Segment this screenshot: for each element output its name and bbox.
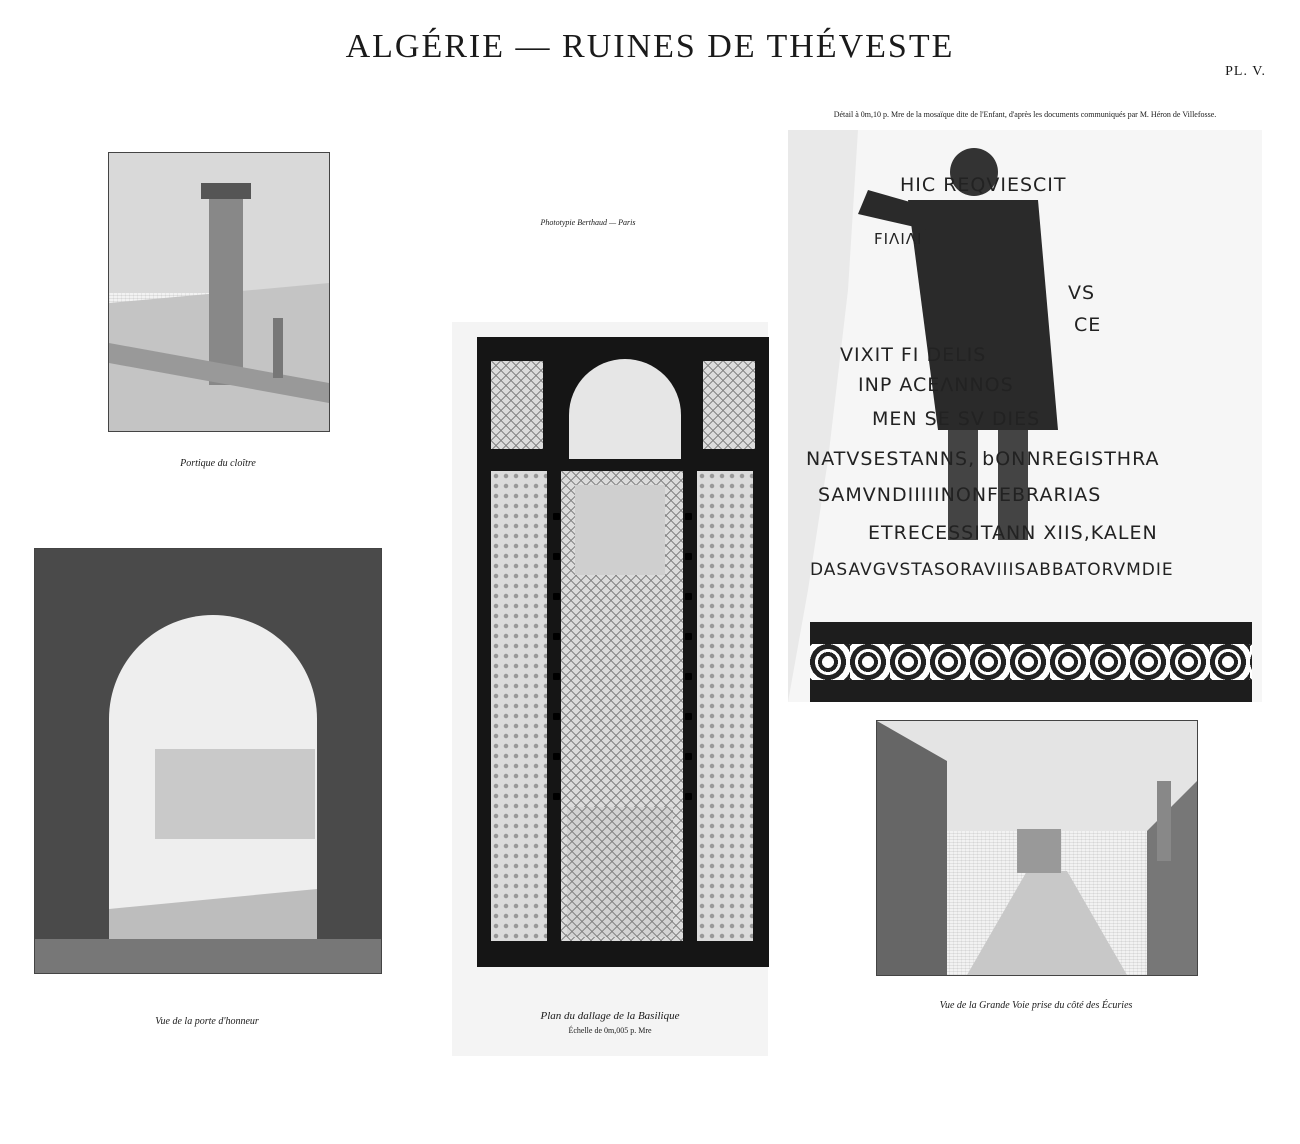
portique-engraving xyxy=(108,152,330,432)
mosaic-line: NATVSESTANNS, bONNREGISTHRA xyxy=(806,448,1160,470)
plan-column xyxy=(685,753,692,760)
plan-panel xyxy=(703,361,755,449)
porte-engraving xyxy=(34,548,382,974)
caption-plan: Plan du dallage de la Basilique xyxy=(540,1010,680,1022)
mosaic-of-the-child xyxy=(788,130,1262,702)
caption-portique: Portique du cloître xyxy=(180,458,256,469)
mosaic-line: CE xyxy=(1074,314,1102,336)
mosaic-line: DASAVGVSTASORAVIIISABBATORVMDIE xyxy=(810,560,1174,580)
plan-column xyxy=(685,713,692,720)
plan-column xyxy=(553,753,560,760)
grande-voie-engraving xyxy=(876,720,1198,976)
plan-panel xyxy=(491,361,543,449)
plan-column xyxy=(553,513,560,520)
mosaic-line: FIΛIΛI xyxy=(874,230,923,248)
arch-illustration xyxy=(35,549,381,973)
plan-column xyxy=(685,593,692,600)
plan-column xyxy=(685,553,692,560)
plan-aisle-left xyxy=(491,471,547,941)
mosaic-line: MEN SE SV DIES xyxy=(872,408,1041,430)
plan-column xyxy=(553,793,560,800)
plan-column xyxy=(553,633,560,640)
plan-column xyxy=(553,713,560,720)
mosaic-line: INP ACEΛNNOS xyxy=(858,374,1014,396)
plan-column xyxy=(553,593,560,600)
portique-illustration xyxy=(109,153,329,431)
plan-aisle-right xyxy=(697,471,753,941)
plan-column xyxy=(685,633,692,640)
plan-entrance-panel xyxy=(567,807,673,937)
plan-column xyxy=(553,553,560,560)
basilica-plan xyxy=(477,337,769,967)
street-illustration xyxy=(877,721,1197,975)
mosaic-line: ETRECESSITANN XIIS,KALEN xyxy=(868,522,1158,544)
plan-choir xyxy=(575,485,665,575)
mosaic-note: Détail à 0m,10 p. Mre de la mosaïque dite de l'Enfant, d'après les documents communiqués par M. Héron de Villefosse. xyxy=(833,110,1217,119)
plate-number: PL. V. xyxy=(1225,64,1266,79)
wave-pattern xyxy=(810,644,1252,680)
mosaic-line: HIC REQVIESCIT xyxy=(900,174,1067,196)
page-title: ALGÉRIE — RUINES DE THÉVESTE xyxy=(345,28,955,65)
caption-porte: Vue de la porte d'honneur xyxy=(155,1016,259,1027)
mosaic-wave-border xyxy=(810,622,1252,702)
plan-apse xyxy=(569,359,681,459)
mosaic-line: VIXIT FI DELIS xyxy=(840,344,987,366)
mosaic-line: SAMVNDIIIIINONFEBRARIAS xyxy=(818,484,1102,506)
caption-grande-voie: Vue de la Grande Voie prise du côté des Écuries xyxy=(939,1000,1133,1011)
photo-credit: Phototypie Berthaud — Paris xyxy=(540,218,636,227)
plan-column xyxy=(685,793,692,800)
plan-column xyxy=(685,673,692,680)
plan-column xyxy=(553,673,560,680)
plan-column xyxy=(685,513,692,520)
mosaic-line: VS xyxy=(1068,282,1096,304)
caption-plan-scale: Échelle de 0m,005 p. Mre xyxy=(568,1026,652,1035)
